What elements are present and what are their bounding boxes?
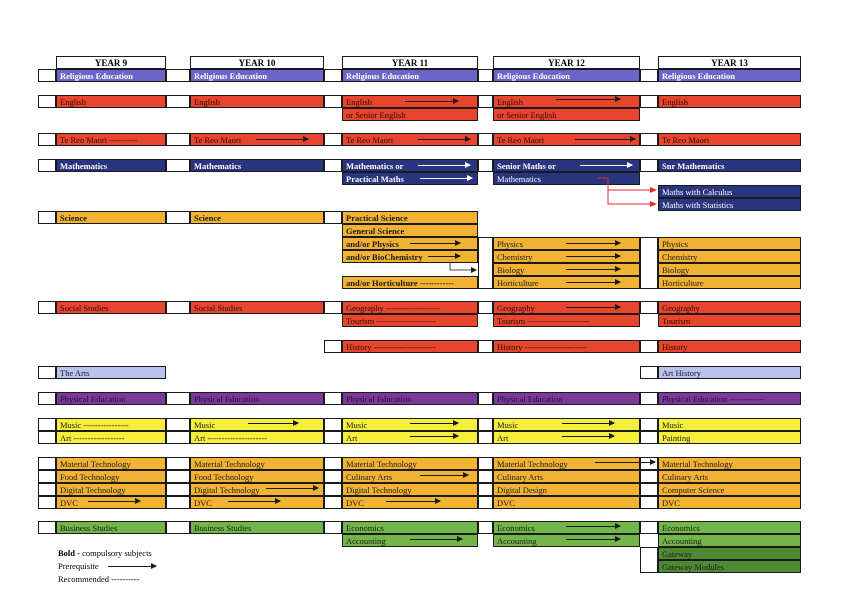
grid-spacer <box>166 457 190 470</box>
year-header: YEAR 10 <box>190 56 324 69</box>
subject-cell-gw13: Gateway <box>658 547 801 560</box>
prerequisite-arrow <box>562 436 614 437</box>
grid-spacer <box>640 431 658 444</box>
grid-spacer <box>38 366 56 379</box>
grid-spacer <box>640 418 658 431</box>
grid-spacer <box>640 340 658 353</box>
subject-cell-ss12: Geography <box>493 301 640 314</box>
prerequisite-arrow <box>566 526 620 527</box>
prerequisite-arrow <box>566 282 620 283</box>
grid-spacer <box>478 496 493 509</box>
prerequisite-arrow <box>566 307 620 308</box>
grid-spacer <box>38 418 56 431</box>
grid-spacer <box>478 470 493 483</box>
prerequisite-arrow <box>566 243 620 244</box>
subject-cell-re10: Religious Education <box>190 69 324 82</box>
subject-cell-ft12: Culinary Arts <box>493 470 640 483</box>
grid-spacer <box>478 418 493 431</box>
grid-spacer <box>166 392 190 405</box>
subject-cell-ma10: Mathematics <box>190 159 324 172</box>
grid-spacer <box>324 211 342 224</box>
subject-cell-ss10: Social Studies <box>190 301 324 314</box>
subject-cell-ft9: Food Technology <box>56 470 166 483</box>
subject-cell-art10: Art --------------------- <box>190 431 324 444</box>
grid-spacer <box>478 457 493 470</box>
grid-spacer <box>640 392 658 405</box>
grid-spacer <box>324 418 342 431</box>
subject-cell-hi12: History ---------------------- <box>493 340 640 353</box>
subject-cell-mu12: Music <box>493 418 640 431</box>
subject-cell-tr10: Te Reo Maori <box>190 133 324 146</box>
year-header: YEAR 12 <box>493 56 640 69</box>
subject-cell-hi13: History <box>658 340 801 353</box>
subject-cell-sc11e: and/or Horticulture ------------ <box>342 276 478 289</box>
subject-cell-ft11: Culinary Arts <box>342 470 478 483</box>
subject-cell-ft13: Culinary Arts <box>658 470 801 483</box>
subject-cell-re9: Religious Education <box>56 69 166 82</box>
subject-cell-ac11: Accounting <box>342 534 478 547</box>
grid-spacer <box>166 431 190 444</box>
subject-cell-tr11: Te Reo Maori <box>342 133 478 146</box>
grid-spacer <box>640 366 658 379</box>
subject-cell-ss13b: Tourism <box>658 314 801 327</box>
subject-cell-sc13c: Biology <box>658 263 801 276</box>
subject-cell-re13: Religious Education <box>658 69 801 82</box>
subject-cell-tr12: Te Reo Maori <box>493 133 640 146</box>
subject-cell-sc12d: Horticulture <box>493 276 640 289</box>
subject-cell-ss13: Geography <box>658 301 801 314</box>
subject-cell-mt12: Material Technology <box>493 457 640 470</box>
grid-spacer <box>640 496 658 509</box>
subject-cell-sc11b: General Science <box>342 224 478 237</box>
subject-cell-ma13c: Maths with Statistics <box>658 198 801 211</box>
grid-spacer <box>38 457 56 470</box>
grid-spacer <box>166 470 190 483</box>
prerequisite-arrow <box>410 436 458 437</box>
subject-cell-art11: Art <box>342 431 478 444</box>
subject-cell-re12: Religious Education <box>493 69 640 82</box>
subject-cell-en9: English <box>56 95 166 108</box>
subject-cell-sc11c: and/or Physics <box>342 237 478 250</box>
grid-spacer <box>38 392 56 405</box>
grid-spacer <box>640 483 658 496</box>
subject-cell-ma11b: Practical Maths <box>342 172 478 185</box>
grid-spacer <box>478 340 493 353</box>
grid-spacer <box>166 211 190 224</box>
prerequisite-arrow <box>266 488 318 489</box>
subject-cell-ma9: Mathematics <box>56 159 166 172</box>
subject-cell-dv10: DVC <box>190 496 324 509</box>
subject-cell-ss11: Geography ------------------- <box>342 301 478 314</box>
subject-cell-ar9: The Arts <box>56 366 166 379</box>
grid-spacer <box>38 483 56 496</box>
prerequisite-arrow <box>228 501 280 502</box>
legend-recommended: Recommended ---------- <box>58 574 140 584</box>
prerequisite-arrow <box>248 423 298 424</box>
subject-cell-ec12: Economics <box>493 521 640 534</box>
grid-spacer <box>38 496 56 509</box>
prerequisite-arrow <box>88 501 140 502</box>
grid-spacer <box>38 521 56 534</box>
subject-cell-ss11b: Tourism --------------------- <box>342 314 478 327</box>
subject-cell-dt11: Digital Technology <box>342 483 478 496</box>
grid-spacer <box>38 211 56 224</box>
subject-cell-mu9: Music ---------------- <box>56 418 166 431</box>
subject-cell-bs10: Business Studies <box>190 521 324 534</box>
subject-cell-sc12b: Chemistry <box>493 250 640 263</box>
grid-spacer <box>166 418 190 431</box>
grid-spacer <box>640 470 658 483</box>
subject-cell-art9: Art ------------------ <box>56 431 166 444</box>
subject-cell-pe9: Physical Education <box>56 392 166 405</box>
legend-bold <box>58 548 152 558</box>
subject-cell-ma11: Mathematics or <box>342 159 478 172</box>
subject-cell-mt13: Material Technology <box>658 457 801 470</box>
subject-cell-mt10: Material Technology <box>190 457 324 470</box>
subject-cell-dt13: Computer Science <box>658 483 801 496</box>
subject-cell-ss9: Social Studies <box>56 301 166 314</box>
subject-cell-dv11: DVC <box>342 496 478 509</box>
subject-cell-ar13: Art History <box>658 366 801 379</box>
subject-cell-ma12b: Mathematics <box>493 172 640 185</box>
prerequisite-arrow <box>566 256 620 257</box>
subject-cell-ma12: Senior Maths or <box>493 159 640 172</box>
subject-cell-re11: Religious Education <box>342 69 478 82</box>
grid-spacer <box>166 483 190 496</box>
grid-spacer <box>478 431 493 444</box>
subject-cell-en12b: or Senior English <box>493 108 640 121</box>
subject-cell-en12: English <box>493 95 640 108</box>
grid-spacer <box>166 496 190 509</box>
year-header: YEAR 13 <box>658 56 801 69</box>
grid-spacer <box>478 521 493 534</box>
subject-cell-ec13: Economics <box>658 521 801 534</box>
subject-cell-en10: English <box>190 95 324 108</box>
subject-cell-ac12: Accounting <box>493 534 640 547</box>
subject-cell-mu10: Music <box>190 418 324 431</box>
subject-cell-ft10: Food Technology <box>190 470 324 483</box>
grid-spacer <box>640 301 658 314</box>
subject-cell-pe13: Physical Education ------------ <box>658 392 801 405</box>
subject-cell-bs9: Business Studies <box>56 521 166 534</box>
subject-cell-dv9: DVC <box>56 496 166 509</box>
legend-prerequisite: Prerequisite <box>58 561 99 571</box>
subject-cell-sc13d: Horticulture <box>658 276 801 289</box>
subject-cell-en11b: or Senior English <box>342 108 478 121</box>
subject-cell-dt9: Digital Technology <box>56 483 166 496</box>
subject-cell-sc12a: Physics <box>493 237 640 250</box>
grid-spacer <box>478 392 493 405</box>
subject-cell-dv13: DVC <box>658 496 801 509</box>
legend-bold-word: Bold <box>58 548 76 558</box>
grid-spacer <box>38 431 56 444</box>
grid-spacer <box>478 301 493 314</box>
subject-cell-art13: Painting <box>658 431 801 444</box>
subject-cell-sc13b: Chemistry <box>658 250 801 263</box>
subject-cell-tr9: Te Reo Maori ---------- <box>56 133 166 146</box>
subject-cell-ma13: Snr Mathematics <box>658 159 801 172</box>
prerequisite-arrow <box>410 423 458 424</box>
grid-spacer <box>478 237 493 289</box>
grid-spacer <box>324 340 342 353</box>
prerequisite-arrow <box>566 269 620 270</box>
legend-bold-desc: - compulsory subjects <box>75 548 152 558</box>
subject-cell-tr13: Te Reo Maori <box>658 133 801 146</box>
grid-spacer <box>324 457 342 470</box>
subject-cell-sc11d: and/or BioChemistry <box>342 250 478 263</box>
subject-cell-sc12c: Biology <box>493 263 640 276</box>
subject-cell-pe10: Physical Education <box>190 392 324 405</box>
subject-cell-mu13: Music <box>658 418 801 431</box>
subject-cell-gw13b: Gateway Modules <box>658 560 801 573</box>
subject-cell-sc11: Practical Science <box>342 211 478 224</box>
grid-spacer <box>478 483 493 496</box>
grid-spacer <box>640 521 658 534</box>
grid-spacer <box>324 496 342 509</box>
grid-spacer <box>38 301 56 314</box>
year-header: YEAR 11 <box>342 56 478 69</box>
subject-cell-en11: English <box>342 95 478 108</box>
legend-arrow <box>108 566 156 567</box>
grid-spacer <box>166 301 190 314</box>
grid-spacer <box>324 431 342 444</box>
grid-spacer <box>166 521 190 534</box>
prerequisite-arrow <box>410 539 462 540</box>
subject-cell-ac13: Accounting <box>658 534 801 547</box>
subject-cell-sc10: Science <box>190 211 324 224</box>
subject-cell-mt9: Material Technology <box>56 457 166 470</box>
subject-cell-en13: English <box>658 95 801 108</box>
prerequisite-arrow <box>566 539 620 540</box>
subject-cell-sc13a: Physics <box>658 237 801 250</box>
subject-cell-sc9: Science <box>56 211 166 224</box>
grid-spacer <box>324 521 342 534</box>
subject-cell-art12: Art <box>493 431 640 444</box>
prerequisite-arrow <box>420 475 468 476</box>
grid-spacer <box>324 301 342 314</box>
grid-spacer <box>324 470 342 483</box>
prerequisite-arrow <box>562 423 614 424</box>
subject-cell-mt11: Material Technology <box>342 457 478 470</box>
grid-spacer <box>324 392 342 405</box>
subject-cell-mu11: Music <box>342 418 478 431</box>
grid-spacer <box>38 470 56 483</box>
prerequisite-arrow <box>595 462 655 463</box>
subject-cell-ma13b: Maths with Calculus <box>658 185 801 198</box>
prerequisite-arrow <box>410 243 460 244</box>
subject-cell-dv12: DVC <box>493 496 640 509</box>
subject-cell-pe11: Physical Education <box>342 392 478 405</box>
grid-spacer <box>640 547 658 573</box>
grid-spacer <box>640 237 658 289</box>
year-header: YEAR 9 <box>56 56 166 69</box>
subject-cell-dt10: Digital Technology <box>190 483 324 496</box>
subject-cell-ec11: Economics <box>342 521 478 534</box>
subject-cell-hi11: History ---------------------- <box>342 340 478 353</box>
subject-cell-dt12: Digital Design <box>493 483 640 496</box>
subject-cell-pe12: Physical Education <box>493 392 640 405</box>
grid-spacer <box>324 483 342 496</box>
subject-cell-ss12b: Tourism ---------------------- <box>493 314 640 327</box>
prerequisite-arrow <box>428 256 460 257</box>
prerequisite-arrow <box>386 501 440 502</box>
